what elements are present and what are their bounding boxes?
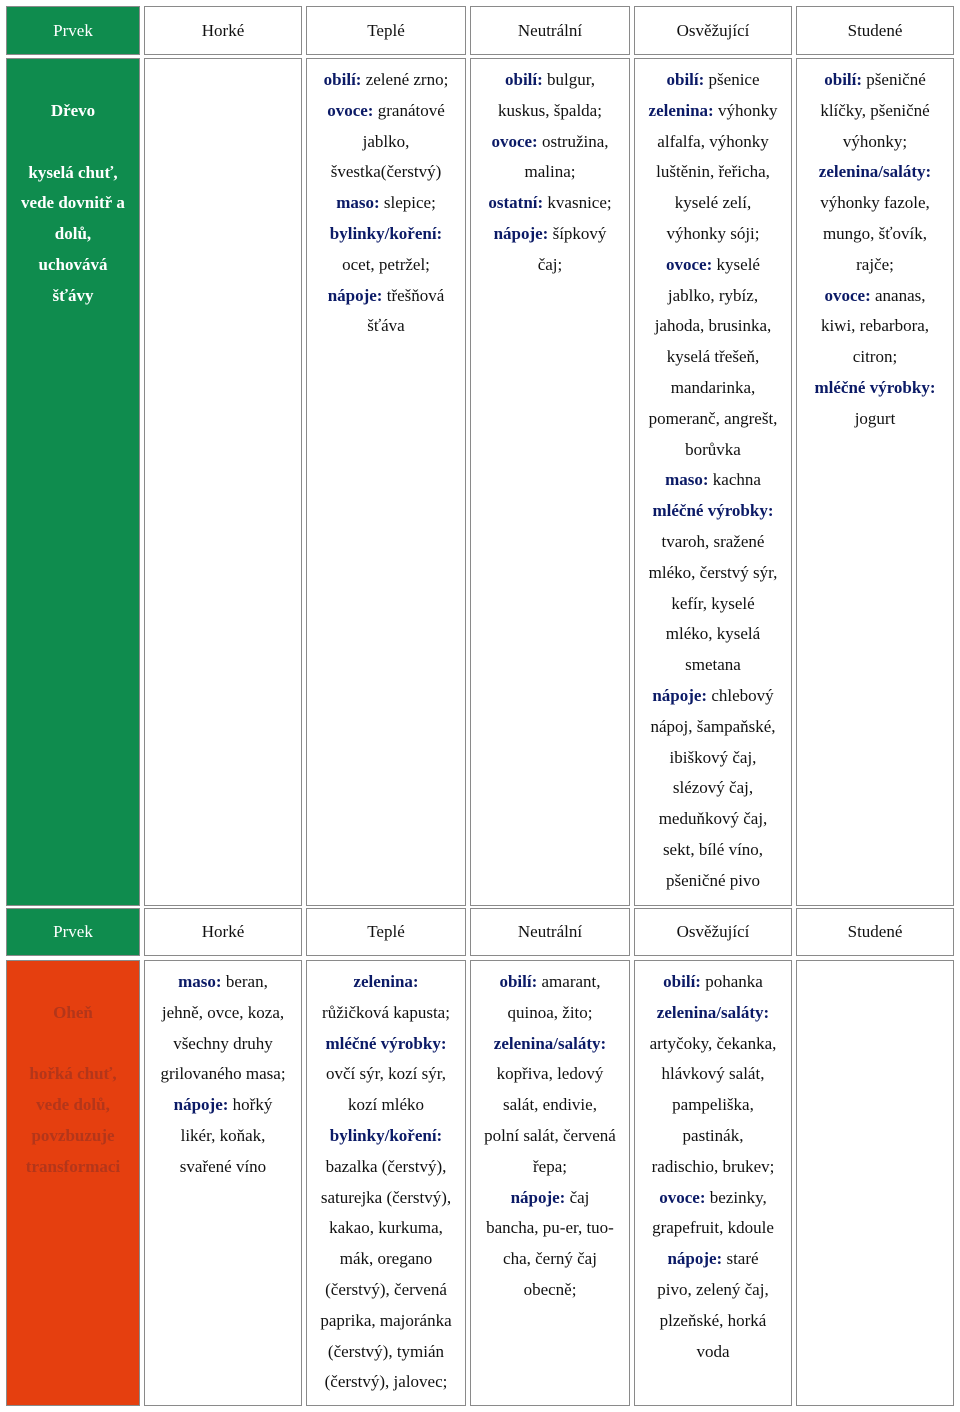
cell-line bbox=[471, 998, 629, 1029]
cell-line bbox=[471, 1029, 629, 1060]
item-text: malina; bbox=[524, 162, 576, 182]
cell-line bbox=[635, 527, 791, 558]
item-text: bulgur, bbox=[542, 70, 595, 89]
item-text: hlávkový salát, bbox=[661, 1064, 765, 1084]
cell-line bbox=[307, 250, 465, 281]
item-text: všechny druhy bbox=[173, 1033, 273, 1053]
item-text: likér, koňak, bbox=[180, 1125, 266, 1145]
header-label: Prvek bbox=[53, 922, 93, 941]
fire-neutralni-cell bbox=[470, 960, 630, 1406]
cell-line bbox=[307, 1367, 465, 1398]
header-label: Teplé bbox=[367, 20, 405, 40]
cell-line bbox=[307, 1213, 465, 1244]
item-text: šípkový bbox=[548, 223, 607, 243]
item-text: mléko, kyselá bbox=[665, 624, 761, 644]
cell-line: vede dovnitř a bbox=[21, 193, 125, 213]
item-text: pšenice bbox=[704, 70, 760, 89]
cell-line bbox=[145, 1059, 301, 1090]
item-text: kyselé zelí, bbox=[674, 193, 752, 213]
item-text: pomeranč, angrešt, bbox=[648, 408, 778, 428]
item-text: švestka(čerstvý) bbox=[330, 162, 442, 182]
cell-line bbox=[797, 157, 953, 188]
wood-horke-cell bbox=[144, 58, 302, 906]
cell-line bbox=[307, 65, 465, 96]
item-text: luštěnin, řeřicha, bbox=[656, 162, 770, 182]
cell-line bbox=[471, 96, 629, 127]
item-text: svařené víno bbox=[179, 1156, 267, 1176]
category-label: zelenina/saláty: bbox=[818, 162, 932, 182]
item-text: jablko, rybíz, bbox=[667, 285, 759, 305]
header-horke bbox=[144, 6, 302, 55]
cell-line bbox=[471, 1090, 629, 1121]
item-text: mandarinka, bbox=[670, 377, 756, 397]
category-label: ovoce: bbox=[659, 1187, 706, 1207]
item-text: amarant, bbox=[537, 972, 601, 991]
item-text: grapefruit, kdoule bbox=[652, 1218, 774, 1238]
item-text: jogurt bbox=[854, 408, 896, 428]
cell-line bbox=[635, 1244, 791, 1275]
item-text: granátové bbox=[373, 100, 445, 120]
item-text: pampeliška, bbox=[672, 1095, 754, 1115]
category-label: nápoje: bbox=[667, 1249, 723, 1269]
category-label: zelenina: bbox=[353, 972, 419, 991]
item-text: řepa; bbox=[533, 1156, 567, 1176]
cell-line bbox=[635, 1059, 791, 1090]
item-text: jahoda, brusinka, bbox=[654, 316, 772, 336]
category-label: obilí: bbox=[499, 972, 538, 991]
cell-line bbox=[635, 1213, 791, 1244]
category-label: nápoje: bbox=[327, 285, 383, 305]
wood-osvezujici-cell bbox=[634, 58, 792, 906]
item-text: voda bbox=[696, 1341, 730, 1361]
cell-line bbox=[635, 589, 791, 620]
item-text: jablko, bbox=[362, 131, 410, 151]
cell-line bbox=[635, 558, 791, 589]
fire-studene-cell bbox=[796, 960, 954, 1406]
cell-line bbox=[797, 188, 953, 219]
category-label: zelenina/saláty: bbox=[493, 1033, 607, 1053]
item-text: ibiškový čaj, bbox=[669, 747, 757, 767]
item-text: saturejka (čerstvý), bbox=[320, 1187, 452, 1207]
cell-line bbox=[471, 65, 629, 96]
cell-line bbox=[471, 1275, 629, 1306]
category-label: obilí: bbox=[824, 70, 863, 89]
header2-neutralni bbox=[470, 908, 630, 956]
item-text: ananas, bbox=[870, 285, 926, 305]
fire-teple-cell bbox=[306, 960, 466, 1406]
item-text: rajče; bbox=[856, 254, 894, 274]
cell-line bbox=[797, 404, 953, 435]
item-text: salát, endivie, bbox=[503, 1095, 597, 1115]
category-label: ovoce: bbox=[327, 100, 374, 120]
header-label: Horké bbox=[201, 20, 245, 40]
cell-line bbox=[471, 967, 629, 998]
cell-line bbox=[635, 1183, 791, 1214]
header-label: Prvek bbox=[53, 20, 93, 40]
cell-line bbox=[307, 188, 465, 219]
item-text: pšeničné bbox=[862, 70, 926, 89]
item-text: pohanka bbox=[700, 972, 763, 991]
header-label: Studené bbox=[847, 922, 903, 941]
cell-line bbox=[635, 804, 791, 835]
cell-line bbox=[797, 65, 953, 96]
item-text: bazalka (čerstvý), bbox=[325, 1156, 447, 1176]
item-text: polní salát, červená bbox=[484, 1125, 616, 1145]
cell-line bbox=[307, 1306, 465, 1337]
cell-line bbox=[635, 157, 791, 188]
cell-line bbox=[635, 619, 791, 650]
header-teple bbox=[306, 6, 466, 55]
item-text: citron; bbox=[852, 347, 898, 367]
item-text: artyčoky, čekanka, bbox=[649, 1033, 777, 1053]
cell-line bbox=[471, 1213, 629, 1244]
cell-line bbox=[635, 1337, 791, 1368]
category-label: ostatní: bbox=[488, 193, 544, 213]
cell-line bbox=[7, 127, 139, 158]
cell-line bbox=[471, 1059, 629, 1090]
cell-line bbox=[635, 1152, 791, 1183]
cell-line bbox=[635, 435, 791, 466]
item-text: grilovaného masa; bbox=[160, 1064, 286, 1084]
cell-line: uchovává bbox=[38, 254, 108, 274]
item-text: pšeničné pivo bbox=[666, 870, 760, 890]
header-osvezujici bbox=[634, 6, 792, 55]
cell-line bbox=[307, 1059, 465, 1090]
item-text: výhonky sóji; bbox=[666, 223, 760, 243]
cell-line bbox=[307, 1090, 465, 1121]
item-text: šťáva bbox=[367, 316, 405, 336]
cell-line bbox=[635, 998, 791, 1029]
item-text: výhonky bbox=[713, 100, 778, 120]
category-label: ovoce: bbox=[491, 131, 538, 151]
cell-line bbox=[635, 773, 791, 804]
item-text: kvasnice; bbox=[543, 193, 612, 213]
item-text: mák, oregano bbox=[339, 1249, 433, 1269]
item-text: nápoj, šampaňské, bbox=[650, 716, 776, 736]
cell-line bbox=[635, 281, 791, 312]
cell-line bbox=[635, 496, 791, 527]
cell-line bbox=[635, 1029, 791, 1060]
item-text: výhonky fazole, bbox=[820, 193, 930, 213]
header2-horke bbox=[144, 908, 302, 956]
header2-teple bbox=[306, 908, 466, 956]
item-text: kuskus, špalda; bbox=[498, 100, 602, 120]
cell-line: hořká chuť, bbox=[29, 1064, 117, 1084]
category-label: mléčné výrobky: bbox=[325, 1033, 447, 1053]
item-text: (čerstvý), jalovec; bbox=[324, 1372, 448, 1392]
cell-line bbox=[635, 188, 791, 219]
item-text: borůvka bbox=[685, 439, 741, 459]
item-text: staré bbox=[722, 1249, 759, 1269]
item-text: kopřiva, ledový bbox=[496, 1064, 604, 1084]
cell-line bbox=[471, 1183, 629, 1214]
cell-line bbox=[635, 219, 791, 250]
item-text: čaj; bbox=[537, 254, 563, 274]
cell-line bbox=[635, 250, 791, 281]
cell-line bbox=[471, 188, 629, 219]
item-text: chlebový bbox=[707, 685, 774, 705]
item-text: hořký bbox=[228, 1095, 273, 1115]
category-label: nápoje: bbox=[173, 1095, 229, 1115]
cell-line bbox=[797, 250, 953, 281]
header-label: Osvěžující bbox=[676, 20, 750, 40]
item-text: kyselé bbox=[712, 254, 760, 274]
cell-line: povzbuzuje bbox=[31, 1125, 115, 1145]
item-text: bancha, pu-er, tuo- bbox=[486, 1218, 614, 1238]
cell-line bbox=[797, 219, 953, 250]
item-text: ocet, petržel; bbox=[342, 254, 430, 274]
item-text: quinoa, žito; bbox=[507, 1002, 593, 1022]
category-label: bylinky/koření: bbox=[329, 223, 443, 243]
cell-line bbox=[145, 1152, 301, 1183]
category-label: maso: bbox=[178, 972, 222, 991]
header-prvek bbox=[6, 6, 140, 55]
cell-line bbox=[471, 250, 629, 281]
cell-line bbox=[307, 998, 465, 1029]
cell-line bbox=[635, 835, 791, 866]
item-text: růžičková kapusta; bbox=[322, 1002, 450, 1022]
cell-line bbox=[635, 1306, 791, 1337]
item-text: bezinky, bbox=[705, 1187, 767, 1207]
category-label: mléčné výrobky: bbox=[814, 377, 936, 397]
category-label: mléčné výrobky: bbox=[652, 501, 774, 521]
cell-line: šťávy bbox=[52, 285, 94, 305]
cell-line bbox=[471, 1121, 629, 1152]
item-text: pastinák, bbox=[682, 1125, 744, 1145]
category-label: obilí: bbox=[666, 70, 705, 89]
cell-line bbox=[471, 1244, 629, 1275]
cell-line bbox=[635, 681, 791, 712]
cell-line bbox=[635, 311, 791, 342]
cell-line bbox=[307, 967, 465, 998]
cell-line bbox=[145, 967, 301, 998]
item-text: sekt, bílé víno, bbox=[662, 839, 764, 859]
cell-line: kyselá chuť, bbox=[28, 162, 118, 182]
item-text: ovčí sýr, kozí sýr, bbox=[326, 1064, 446, 1084]
fire-horke-cell bbox=[144, 960, 302, 1406]
cell-line bbox=[307, 1337, 465, 1368]
header-label: Osvěžující bbox=[676, 922, 750, 941]
cell-line bbox=[797, 311, 953, 342]
header-neutralni bbox=[470, 6, 630, 55]
item-text: plzeňské, horká bbox=[659, 1310, 767, 1330]
category-label: obilí: bbox=[323, 70, 362, 89]
header-label: Teplé bbox=[367, 922, 405, 941]
cell-line bbox=[797, 96, 953, 127]
header2-prvek bbox=[6, 908, 140, 956]
item-text: kakao, kurkuma, bbox=[329, 1218, 443, 1238]
cell-line bbox=[635, 96, 791, 127]
cell-line bbox=[797, 373, 953, 404]
item-text: kachna bbox=[708, 470, 761, 490]
cell-line bbox=[635, 373, 791, 404]
cell-line: Oheň bbox=[53, 1002, 93, 1022]
cell-line bbox=[635, 712, 791, 743]
category-label: bylinky/koření: bbox=[329, 1125, 443, 1145]
header2-studene bbox=[796, 908, 954, 956]
item-text: meduňkový čaj, bbox=[658, 809, 768, 829]
cell-line bbox=[635, 65, 791, 96]
cell-line bbox=[635, 465, 791, 496]
item-text: cha, černý čaj bbox=[503, 1249, 597, 1269]
cell-line: Dřevo bbox=[50, 101, 96, 120]
item-text: třešňová bbox=[382, 285, 445, 305]
category-label: maso: bbox=[336, 193, 380, 213]
cell-line bbox=[145, 998, 301, 1029]
category-label: ovoce: bbox=[666, 254, 713, 274]
header-label: Studené bbox=[847, 20, 903, 40]
cell-line bbox=[471, 219, 629, 250]
fire-element-cell bbox=[6, 960, 140, 1406]
cell-line bbox=[635, 404, 791, 435]
cell-line bbox=[307, 1152, 465, 1183]
header-label: Neutrální bbox=[517, 922, 583, 941]
item-text: tvaroh, sražené bbox=[661, 531, 765, 551]
item-text: (čerstvý), tymián bbox=[327, 1341, 445, 1361]
header-label: Horké bbox=[201, 922, 245, 941]
item-text: zelené zrno; bbox=[361, 70, 449, 89]
item-text: čaj bbox=[565, 1187, 590, 1207]
item-text: výhonky; bbox=[842, 131, 908, 151]
cell-line bbox=[145, 1121, 301, 1152]
cell-line bbox=[307, 1121, 465, 1152]
cell-line: vede dolů, bbox=[36, 1095, 110, 1115]
item-text: slepice; bbox=[379, 193, 436, 213]
item-text: beran, bbox=[221, 972, 268, 991]
wood-studene-cell bbox=[796, 58, 954, 906]
category-label: nápoje: bbox=[493, 223, 549, 243]
item-text: kiwi, rebarbora, bbox=[820, 316, 930, 336]
cell-line: transformaci bbox=[25, 1156, 121, 1176]
cell-line bbox=[307, 311, 465, 342]
cell-line bbox=[635, 1275, 791, 1306]
cell-line bbox=[471, 127, 629, 158]
cell-line bbox=[797, 342, 953, 373]
category-label: zelenina/saláty: bbox=[656, 1002, 770, 1022]
category-label: obilí: bbox=[504, 70, 543, 89]
cell-line bbox=[635, 342, 791, 373]
item-text: kozí mléko bbox=[347, 1095, 424, 1115]
item-text: radischio, brukev; bbox=[651, 1156, 775, 1176]
category-label: maso: bbox=[665, 470, 709, 490]
cell-line: dolů, bbox=[54, 224, 92, 244]
cell-line bbox=[471, 157, 629, 188]
wood-neutralni-cell bbox=[470, 58, 630, 906]
item-text: klíčky, pšeničné bbox=[820, 100, 930, 120]
cell-line bbox=[307, 157, 465, 188]
wood-element-cell bbox=[6, 58, 140, 906]
cell-line bbox=[307, 96, 465, 127]
item-text: jehně, ovce, koza, bbox=[161, 1002, 285, 1022]
cell-line bbox=[7, 1029, 139, 1060]
cell-line bbox=[145, 1029, 301, 1060]
item-text: ostružina, bbox=[537, 131, 609, 151]
cell-line bbox=[307, 1183, 465, 1214]
cell-line bbox=[7, 967, 139, 998]
item-text: obecně; bbox=[523, 1279, 577, 1299]
cell-line bbox=[307, 219, 465, 250]
category-label: nápoje: bbox=[652, 685, 708, 705]
cell-line bbox=[635, 1121, 791, 1152]
header-studene bbox=[796, 6, 954, 55]
cell-line bbox=[145, 1090, 301, 1121]
item-text: smetana bbox=[685, 655, 741, 675]
item-text: pivo, zelený čaj, bbox=[657, 1279, 769, 1299]
item-text: mléko, čerstvý sýr, bbox=[648, 562, 778, 582]
cell-line bbox=[307, 1275, 465, 1306]
cell-line bbox=[635, 866, 791, 897]
cell-line bbox=[635, 650, 791, 681]
cell-line bbox=[307, 127, 465, 158]
item-text: paprika, majoránka bbox=[320, 1310, 452, 1330]
cell-line bbox=[635, 967, 791, 998]
category-label: nápoje: bbox=[510, 1187, 566, 1207]
cell-line bbox=[307, 281, 465, 312]
wood-teple-cell bbox=[306, 58, 466, 906]
item-text: slézový čaj, bbox=[672, 778, 754, 798]
cell-line bbox=[635, 1090, 791, 1121]
cell-line bbox=[797, 127, 953, 158]
header-label: Neutrální bbox=[517, 20, 583, 40]
fire-osvezujici-cell bbox=[634, 960, 792, 1406]
cell-line bbox=[307, 1029, 465, 1060]
item-text: mungo, šťovík, bbox=[822, 223, 928, 243]
category-label: zelenina: bbox=[648, 100, 714, 120]
cell-line bbox=[635, 743, 791, 774]
item-text: (čerstvý), červená bbox=[325, 1279, 447, 1299]
cell-line bbox=[471, 1152, 629, 1183]
cell-line bbox=[797, 281, 953, 312]
header2-osvezujici bbox=[634, 908, 792, 956]
category-label: ovoce: bbox=[824, 285, 871, 305]
item-text: kefír, kyselé bbox=[671, 593, 755, 613]
cell-line bbox=[307, 1244, 465, 1275]
item-text: alfalfa, výhonky bbox=[657, 131, 769, 151]
item-text: kyselá třešeň, bbox=[666, 347, 760, 367]
category-label: obilí: bbox=[663, 972, 701, 991]
cell-line bbox=[635, 127, 791, 158]
